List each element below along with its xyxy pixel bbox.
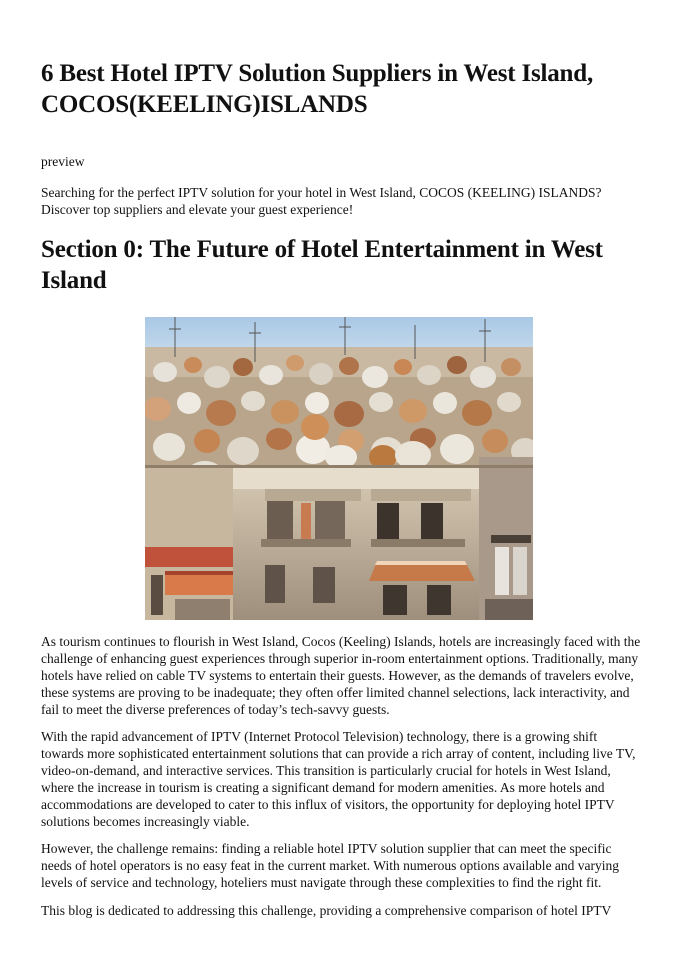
body-paragraph: As tourism continues to flourish in West Island, Cocos (Keeling) Islands, hotels are increasingly faced with the challenge of enhancing guest experiences through superior in-room entertainment options. Traditionally, many hotels have relied on cable TV systems to entertain their guests. However, as the demands of travelers evolve, these systems are proving to be inadequate; they often offer limited channel selections, lack interactivity, and fail to meet the diverse preferences of today’s tech-savvy guests.	[41, 634, 641, 717]
intro-paragraph: Searching for the perfect IPTV solution for your hotel in West Island, COCOS (KEELING) ISLANDS? Discover top suppliers and elevate your guest experience!	[41, 185, 602, 217]
rooftop-satellite-dishes-photo	[145, 317, 533, 620]
preview-label: preview	[41, 154, 85, 169]
article-title: 6 Best Hotel IPTV Solution Suppliers in West Island, COCOS(KEELING)ISLANDS	[41, 60, 594, 118]
section-heading: Section 0: The Future of Hotel Entertainment in West Island	[41, 236, 603, 294]
body-paragraph: With the rapid advancement of IPTV (Internet Protocol Television) technology, there is a growing shift towards more sophisticated entertainment solutions that can provide a rich array of content, including live TV, video-on-demand, and interactive services. This transition is particularly crucial for hotels in West Island, where the increase in tourism is creating a significant demand for modern amenities. As more hotels and accommodations are developed to cater to this influx of visitors, the opportunity for deploying hotel IPTV solutions becomes increasingly viable.	[41, 729, 636, 829]
body-paragraph: However, the challenge remains: finding a reliable hotel IPTV solution supplier that can meet the specific needs of hotel operators is no easy feat in the current market. With numerous options available and varying levels of service and technology, hoteliers must navigate through these complexities to find the right fit.	[41, 841, 620, 890]
body-paragraph: This blog is dedicated to addressing this challenge, providing a comprehensive comparison of hotel IPTV	[41, 903, 612, 918]
